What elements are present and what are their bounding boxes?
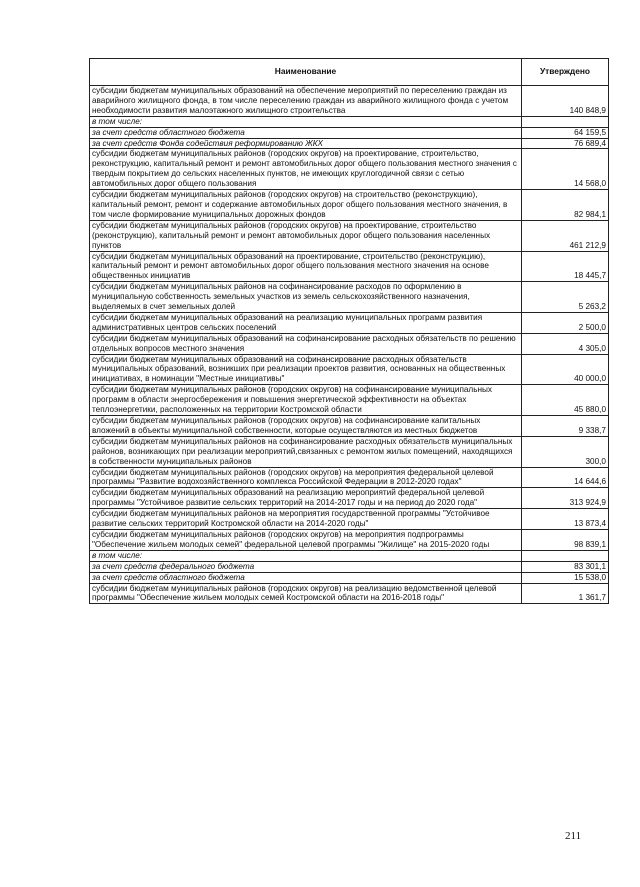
table-row	[90, 86, 609, 117]
table-row	[90, 488, 609, 509]
table-row	[90, 550, 609, 561]
row-name: субсидии бюджетам муниципальных районов (городских округов) на проектирование, строительство, реконструкцию, капитальный ремонт и ремонт автомобильных дорог общего пользования местного значения с твердым покрытием до сельских населенных пунктов, не имеющих круглогодичной связи с сетью автомобильных дорог общего пользования	[90, 149, 522, 190]
row-name: за счет средств федерального бюджета	[90, 561, 522, 572]
row-name: субсидии бюджетам муниципальных районов на софинансирование расходов по оформлению в муниципальную собственность земельных участков из земель сельскохозяйственного назначения, выделяемых в счет земельных долей	[90, 282, 522, 313]
table-row	[90, 220, 609, 251]
row-name: субсидии бюджетам муниципальных образований на софинансирование расходных обязательств по решению отдельных вопросов местного значения	[90, 333, 522, 354]
row-name: за счет средств областного бюджета	[90, 572, 522, 583]
row-name: в том числе:	[90, 116, 522, 127]
table-row	[90, 251, 609, 282]
row-value: 76 689,4	[522, 138, 609, 149]
row-value: 2 500,0	[522, 312, 609, 333]
row-value: 140 848,9	[522, 86, 609, 117]
row-name: субсидии бюджетам муниципальных образований на реализацию муниципальных программ развития административных центров сельских поселений	[90, 312, 522, 333]
row-name: за счет средств областного бюджета	[90, 127, 522, 138]
table-row	[90, 436, 609, 467]
row-value: 82 984,1	[522, 190, 609, 221]
row-value: 313 924,9	[522, 488, 609, 509]
row-value: 13 873,4	[522, 509, 609, 530]
table-row	[90, 354, 609, 385]
budget-table	[89, 58, 609, 604]
row-value: 18 445,7	[522, 251, 609, 282]
row-name: за счет средств Фонда содействия реформированию ЖКХ	[90, 138, 522, 149]
table-row	[90, 116, 609, 127]
row-name: в том числе:	[90, 550, 522, 561]
table-row	[90, 583, 609, 604]
row-name: субсидии бюджетам муниципальных районов (городских округов) на софинансирование капитальных вложений в объекты муниципальной собственности, которые осуществляются из местных бюджетов	[90, 416, 522, 437]
table-row	[90, 282, 609, 313]
table-row	[90, 333, 609, 354]
table-row	[90, 127, 609, 138]
table-row	[90, 572, 609, 583]
row-value: 64 159,5	[522, 127, 609, 138]
row-value: 5 263,2	[522, 282, 609, 313]
table-row	[90, 529, 609, 550]
row-value: 9 338,7	[522, 416, 609, 437]
row-value: 15 538,0	[522, 572, 609, 583]
row-value: 300,0	[522, 436, 609, 467]
row-value: 40 000,0	[522, 354, 609, 385]
row-name: субсидии бюджетам муниципальных районов (городских округов) на софинансирование муниципальных программ в области энергосбережения и повышения энергетической эффективности на объектах теплоэнергетики, расположенных на территории Костромской области	[90, 385, 522, 416]
table-row	[90, 138, 609, 149]
table-row	[90, 416, 609, 437]
table-row	[90, 561, 609, 572]
table-header-row	[90, 59, 609, 86]
table-row	[90, 385, 609, 416]
column-header-name: Наименование	[90, 59, 522, 86]
row-name: субсидии бюджетам муниципальных образований на обеспечение мероприятий по переселению граждан из аварийного жилищного фонда, в том числе переселению граждан из аварийного жилищного фонда с учетом необходимости развития малоэтажного жилищного строительства	[90, 86, 522, 117]
table-body	[90, 86, 609, 604]
column-header-approved: Утверждено	[522, 59, 609, 86]
row-value	[522, 550, 609, 561]
table-row	[90, 312, 609, 333]
row-name: субсидии бюджетам муниципальных районов (городских округов) на проектирование, строительство (реконструкцию), капитальный ремонт и ремонт автомобильных дорог общего пользования населенных пунктов	[90, 220, 522, 251]
row-value: 14 568,0	[522, 149, 609, 190]
row-value: 45 880,0	[522, 385, 609, 416]
row-value: 4 305,0	[522, 333, 609, 354]
row-name: субсидии бюджетам муниципальных районов (городских округов) на мероприятия подпрограммы "Обеспечение жильем молодых семей" федеральной целевой программы "Жилище" на 2015-2020 годы	[90, 529, 522, 550]
row-name: субсидии бюджетам муниципальных районов (городских округов) на мероприятия федеральной целевой программы "Развитие водохозяйственного комплекса Российской Федерации в 2012-2020 годах"	[90, 467, 522, 488]
table-row	[90, 509, 609, 530]
row-name: субсидии бюджетам муниципальных образований на реализацию мероприятий федеральной целевой программы "Устойчивое развитие сельских территорий на 2014-2017 годы и на период до 2020 года"	[90, 488, 522, 509]
row-name: субсидии бюджетам муниципальных образований на софинансирование расходных обязательств муниципальных образований, возникших при реализации проектов развития, основанных на общественных инициативах, в номинации "Местные инициативы"	[90, 354, 522, 385]
row-name: субсидии бюджетам муниципальных образований на проектирование, строительство (реконструкцию), капитальный ремонт и ремонт автомобильных дорог общего пользования местного значения на основе общественных инициатив	[90, 251, 522, 282]
row-value: 1 361,7	[522, 583, 609, 604]
table-row	[90, 190, 609, 221]
row-name: субсидии бюджетам муниципальных районов (городских округов) на строительство (реконструкцию), капитальный ремонт, ремонт и содержание автомобильных дорог общего пользования местного значения, в том числе формирование муниципальных дорожных фондов	[90, 190, 522, 221]
row-value: 461 212,9	[522, 220, 609, 251]
row-value: 98 839,1	[522, 529, 609, 550]
row-value: 83 301,1	[522, 561, 609, 572]
row-name: субсидии бюджетам муниципальных районов на мероприятия государственной программы "Устойчивое развитие сельских территорий Костромской области на 2014-2020 годы"	[90, 509, 522, 530]
row-name: субсидии бюджетам муниципальных районов на софинансирование расходных обязательств муниципальных районов, возникающих при реализации мероприятий,связанных с ремонтом жилых помещений, находящихся в собственности муниципальных районов	[90, 436, 522, 467]
page-number: 211	[565, 830, 582, 842]
table-row	[90, 467, 609, 488]
row-value: 14 644,6	[522, 467, 609, 488]
row-value	[522, 116, 609, 127]
table-row	[90, 149, 609, 190]
row-name: субсидии бюджетам муниципальных районов (городских округов) на реализацию ведомственной целевой программы "Обеспечение жильем молодых семей Костромской области на 2016-2018 годы"	[90, 583, 522, 604]
